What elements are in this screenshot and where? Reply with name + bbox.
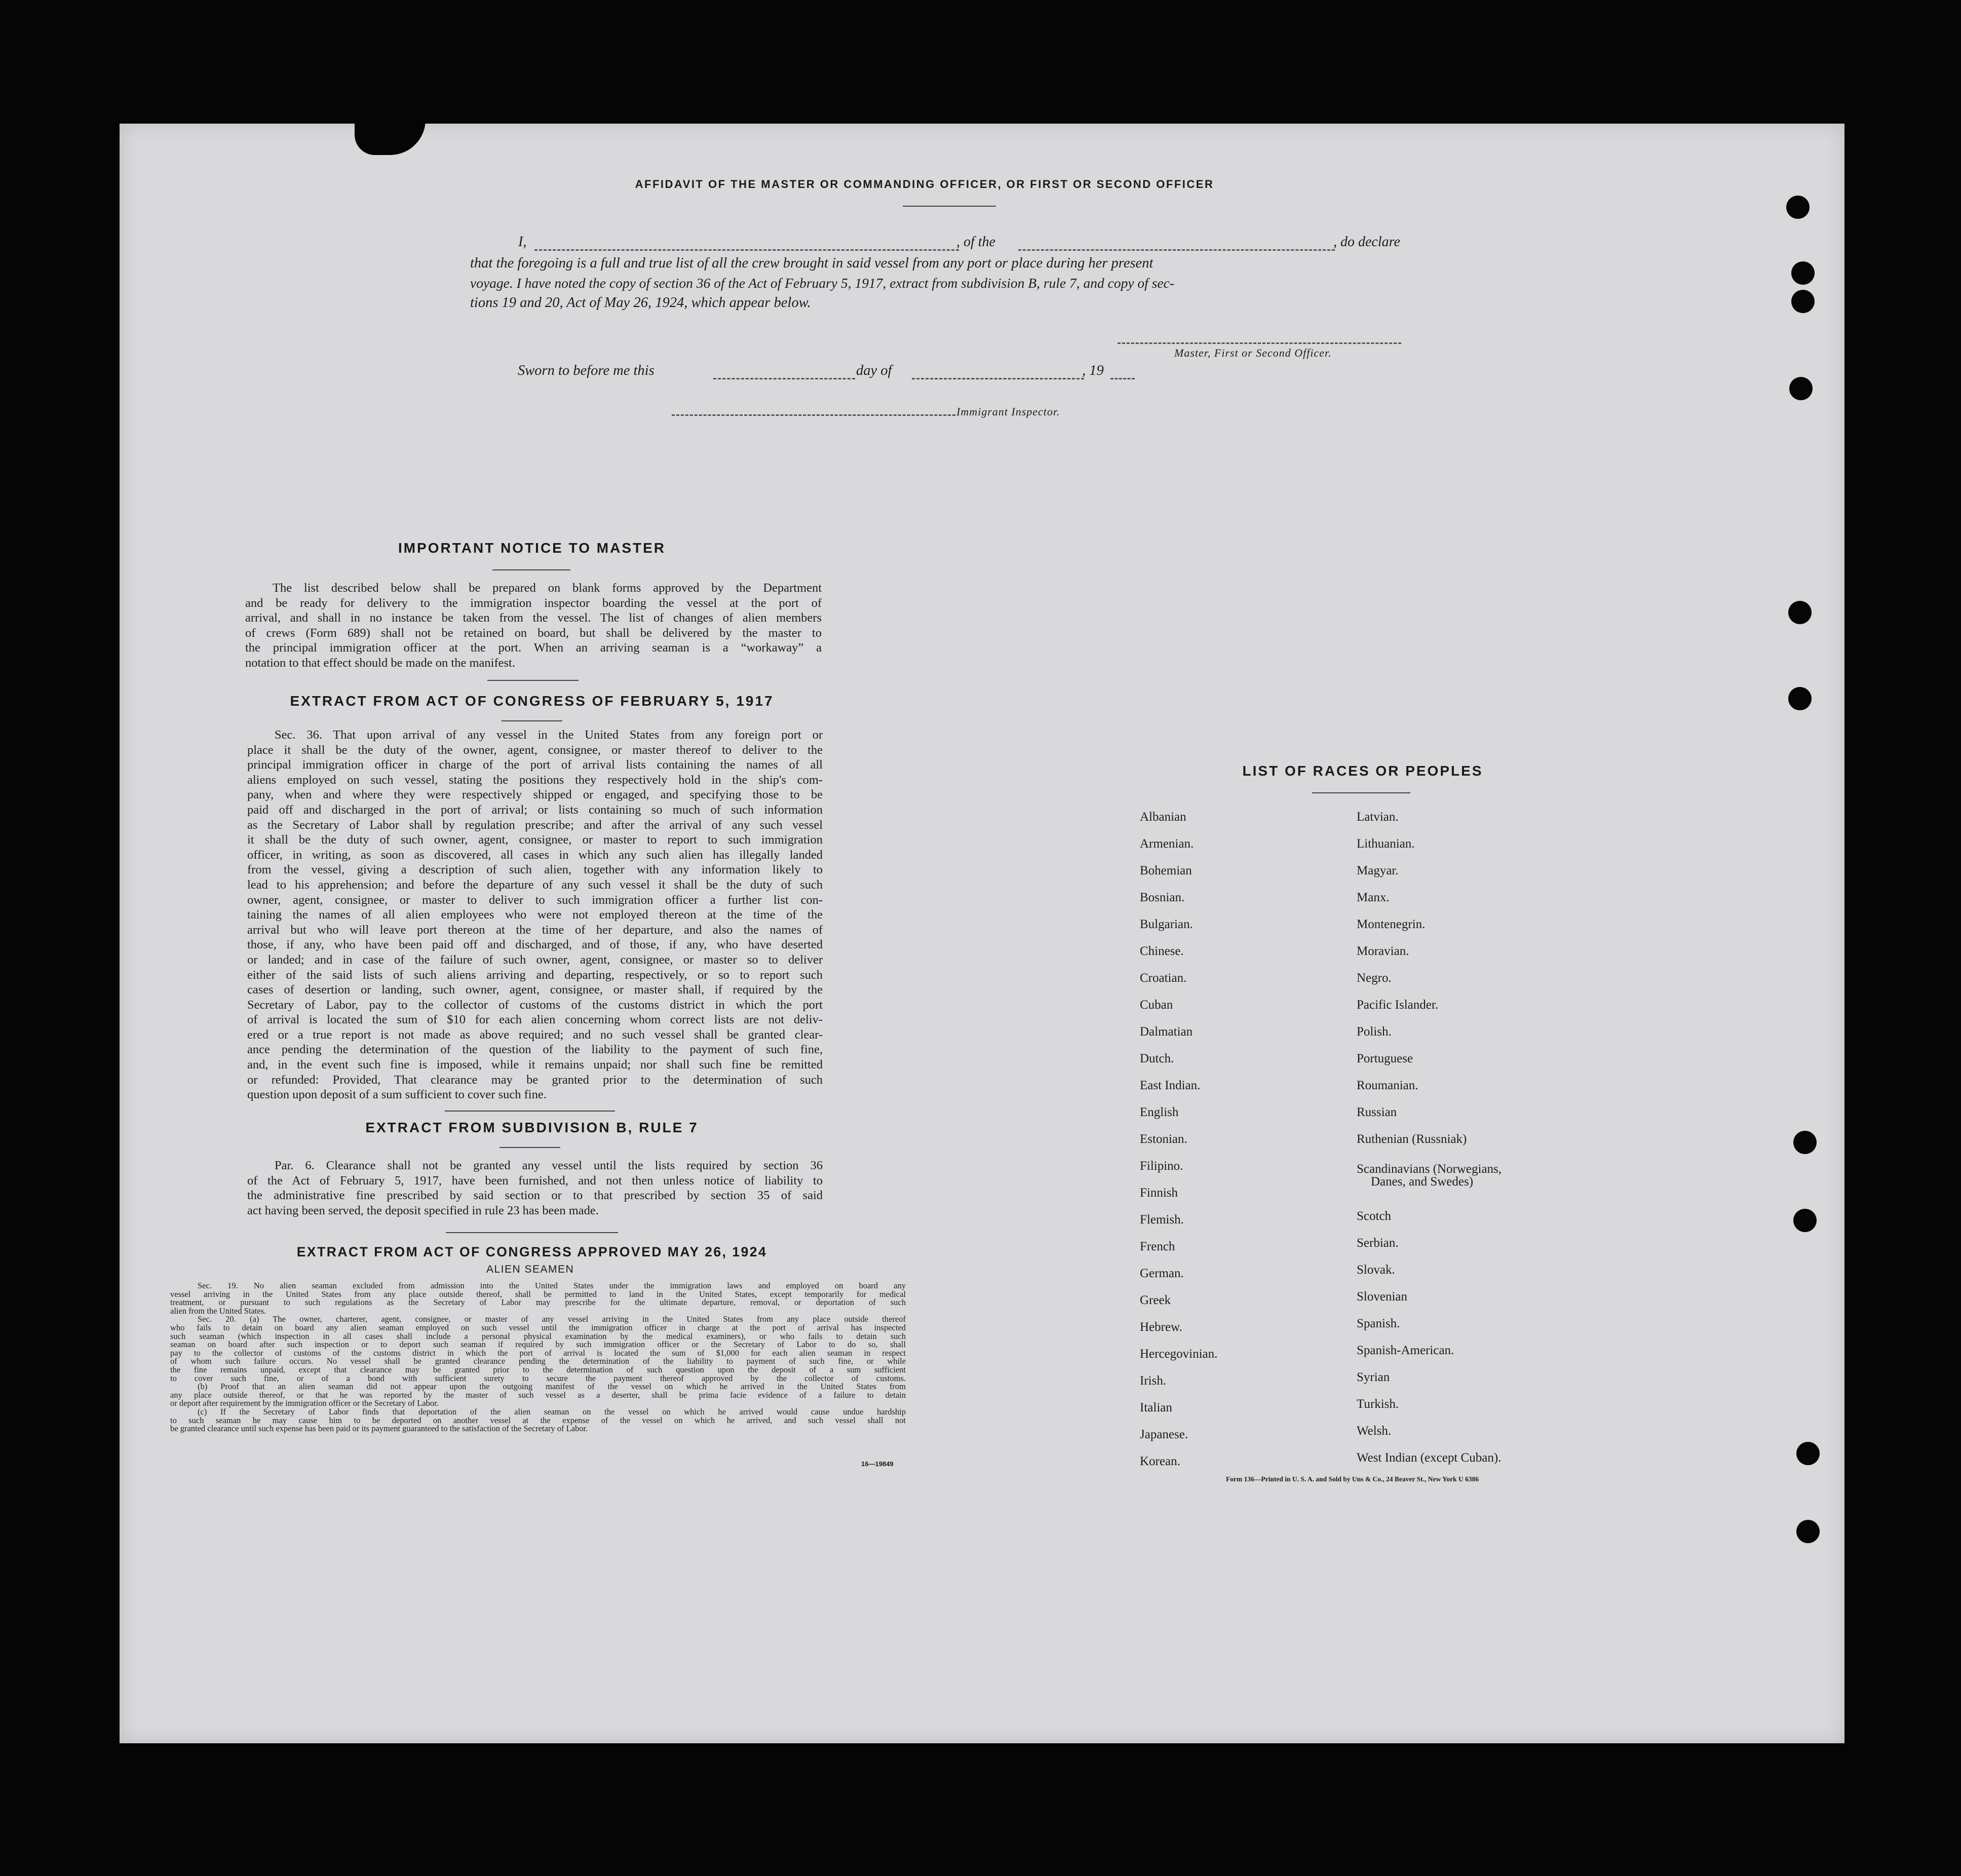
race-item: Welsh.: [1357, 1424, 1392, 1438]
text-line: (c) If the Secretary of Labor finds that deportation of the alien seaman on the vessel on which he arrived would cause undue hardship: [198, 1406, 906, 1416]
race-item: Russian: [1357, 1105, 1397, 1119]
race-item: Cuban: [1140, 998, 1173, 1012]
text-line: it shall be the duty of such owner, agent, consignee, or master to report to such immigration: [247, 833, 823, 847]
divider: [903, 206, 996, 207]
day-of-label: day of: [856, 363, 892, 378]
text-line: or deport after requirement by the immigration officer or the Secretary of Labor.: [170, 1398, 439, 1408]
form-footer: Form 136—Printed in U. S. A. and Sold by Uns & Co., 24 Beaver St., New York U 6386: [1226, 1475, 1479, 1483]
text-line: of whom such failure occurs. No vessel shall be granted clearance pending the determination of the liability to payment of such fine, or while: [170, 1356, 906, 1366]
text-line: question upon deposit of a sum sufficient to cover such fine.: [247, 1088, 547, 1102]
race-item: Portuguese: [1357, 1052, 1413, 1065]
race-item: Hebrew.: [1140, 1320, 1182, 1334]
master-signature-line[interactable]: [1118, 342, 1401, 344]
race-item: Polish.: [1357, 1025, 1392, 1039]
divider: [445, 1111, 615, 1112]
divider: [502, 720, 562, 721]
text-line: the administrative fine prescribed by said section or to that prescribed by section 35 of said: [247, 1189, 823, 1203]
race-item: Roumanian.: [1357, 1079, 1418, 1092]
race-item: Spanish.: [1357, 1317, 1400, 1330]
text-line: arrival but who will leave port thereon at the time of her departure, and also the names of: [247, 923, 823, 937]
year-label: , 19: [1082, 363, 1104, 378]
text-line: Sec. 19. No alien seaman excluded from admission into the United States under the immigration laws and employed on board any: [198, 1281, 906, 1290]
race-item: Syrian: [1357, 1370, 1390, 1384]
text-line: Secretary of Labor, pay to the collector of customs of the customs district in which the port: [247, 998, 823, 1012]
text-line: taining the names of all alien employees who were not employed thereon at the time of the: [247, 908, 823, 922]
print-code: 16—19849: [861, 1460, 894, 1468]
year-blank[interactable]: [1110, 378, 1135, 379]
divider: [487, 680, 579, 681]
punch-hole: [1793, 1209, 1817, 1232]
text-line: or refunded: Provided, That clearance may be granted prior to the determination of such: [247, 1073, 823, 1087]
text-line: owner, agent, consignee, or master to deliver to such immigration officer a further list con-: [247, 893, 823, 907]
text-line: aliens employed on such vessel, stating the positions they respectively hold in the ship's com-: [247, 773, 823, 787]
text-line: who fails to detain on board any alien seaman employed on such vessel until the immigration officer in charge at the port of arrival has inspected: [170, 1322, 906, 1332]
affidavit-i-label: I,: [518, 234, 527, 250]
text-line: to such seaman he may cause him to be deported on another vessel at the expense of the vessel on which he arrived, and such vessel shall not: [170, 1415, 906, 1425]
race-item: Dutch.: [1140, 1052, 1174, 1065]
affidavit-title: AFFIDAVIT OF THE MASTER OR COMMANDING OFFICER, OR FIRST OR SECOND OFFICER: [635, 178, 1214, 190]
affidavit-of-the: , of the: [956, 234, 995, 250]
race-item: Serbian.: [1357, 1236, 1399, 1250]
punch-hole: [1786, 196, 1810, 219]
punch-hole: [1789, 377, 1813, 400]
inspector-caption: Immigrant Inspector.: [956, 405, 1060, 418]
race-item: Greek: [1140, 1293, 1171, 1307]
race-item: Irish.: [1140, 1374, 1167, 1388]
rule7-body: [247, 1158, 823, 1218]
text-line: the principal immigration officer at the port. When an arriving seaman is a “workaway” a: [245, 641, 822, 655]
text-line: Sec. 36. That upon arrival of any vessel in the United States from any foreign port or: [275, 728, 823, 742]
text-line: of the Act of February 5, 1917, have been furnished, and not then unless notice of liability to: [247, 1173, 823, 1188]
text-line: principal immigration officer in charge of the port of arrival lists containing the names of all: [247, 758, 823, 772]
act-1924-body: [170, 1282, 906, 1433]
race-item: Dalmatian: [1140, 1025, 1193, 1039]
text-line: The list described below shall be prepared on blank forms approved by the Department: [273, 581, 822, 595]
punch-hole: [1791, 261, 1815, 285]
race-item: Turkish.: [1357, 1397, 1399, 1411]
vessel-blank[interactable]: [1018, 249, 1335, 251]
notice-body: [245, 581, 822, 671]
race-item: Flemish.: [1140, 1213, 1184, 1227]
divider: [499, 1147, 560, 1148]
text-line: arrival, and shall in no instance be taken from the vessel. The list of changes of alien members: [245, 611, 822, 625]
act-1917-body: [247, 728, 823, 1102]
text-line: from the vessel, giving a description of such alien, together with any information likely to: [247, 863, 823, 877]
race-item: Slovenian: [1357, 1290, 1407, 1304]
race-item: Scotch: [1357, 1209, 1392, 1223]
text-line: of crews (Form 689) shall not be retained on board, but shall be delivered by the master to: [245, 626, 822, 640]
name-blank[interactable]: [534, 249, 959, 251]
punch-hole: [1791, 290, 1815, 313]
text-line: vessel arriving in the United States from any place outside thereof, shall be permitted to land in the United States, except temporarily for medical: [170, 1289, 906, 1299]
race-item: Albanian: [1140, 810, 1186, 824]
text-line: Par. 6. Clearance shall not be granted any vessel until the lists required by section 36: [275, 1159, 823, 1172]
sworn-month-blank[interactable]: [912, 378, 1084, 379]
text-line: notation to that effect should be made on the manifest.: [245, 656, 515, 670]
race-item: Scandinavians (Norwegians,: [1357, 1162, 1502, 1176]
affidavit-body-line: that the foregoing is a full and true list of all the crew brought in said vessel from any port or place during her present: [470, 255, 1153, 271]
text-line: place it shall be the duty of the owner, agent, consignee, or master thereof to deliver to the: [247, 743, 823, 757]
text-line: the fine remains unpaid, except that clearance may be granted prior to the determination of such question upon the deposit of a sum sufficient: [170, 1364, 906, 1374]
text-line: pay to the collector of customs of the customs district in which the port of arrival is located the sum of $1,000 for each alien seaman in respect: [170, 1348, 906, 1358]
race-item: Ruthenian (Russniak): [1357, 1132, 1467, 1146]
race-item: Bulgarian.: [1140, 917, 1193, 931]
divider: [492, 569, 570, 570]
divider: [1312, 792, 1410, 793]
divider: [446, 1232, 618, 1233]
affidavit-body-line: tions 19 and 20, Act of May 26, 1924, which appear below.: [470, 295, 811, 311]
race-item: Manx.: [1357, 891, 1390, 904]
race-item: Bosnian.: [1140, 891, 1185, 904]
affidavit-do-declare: , do declare: [1333, 234, 1400, 250]
notice-title: IMPORTANT NOTICE TO MASTER: [398, 540, 666, 556]
race-item: West Indian (except Cuban).: [1357, 1451, 1502, 1465]
text-line: (b) Proof that an alien seaman did not appear upon the outgoing manifest of the vessel on which he arrived in the United States from: [198, 1382, 906, 1392]
race-item: French: [1140, 1240, 1175, 1253]
race-item: Negro.: [1357, 971, 1392, 985]
text-line: and be ready for delivery to the immigration inspector boarding the vessel at the port of: [245, 596, 822, 610]
text-line: and, in the event such fine is imposed, while it remains unpaid; nor shall such fine be remitted: [247, 1058, 823, 1072]
punch-hole: [1796, 1442, 1820, 1465]
text-line: treatment, or pursuant to such regulations as the Secretary of Labor may prescribe for the ultimate departure, removal, or deportation of such: [170, 1297, 906, 1308]
race-item: Chinese.: [1140, 944, 1184, 958]
race-item: Magyar.: [1357, 864, 1399, 877]
text-line: Sec. 20. (a) The owner, charterer, agent, consignee, or master of any vessel arriving in the United States from any place outside thereof: [198, 1314, 906, 1324]
text-line: be granted clearance until such expense has been paid or its payment guaranteed to the satisfaction of the Secretary of Labor.: [170, 1424, 588, 1434]
rule7-title: EXTRACT FROM SUBDIVISION B, RULE 7: [365, 1120, 699, 1135]
text-line: paid off and discharged in the port of arrival; or lists containing so much of such information: [247, 802, 823, 817]
race-item: English: [1140, 1105, 1179, 1119]
race-item: Bohemian: [1140, 864, 1192, 877]
text-line: or landed; and in case of the failure of such owner, agent, consignee, or master so to deliver: [247, 952, 823, 967]
race-item: German.: [1140, 1267, 1184, 1280]
text-line: of arrival is located the sum of $10 for each alien concerning whom correct lists are not deliv-: [247, 1013, 823, 1027]
race-item: Japanese.: [1140, 1428, 1188, 1441]
punch-hole: [1788, 601, 1812, 624]
punch-hole: [1793, 1131, 1817, 1154]
act-1924-subtitle: ALIEN SEAMEN: [486, 1264, 574, 1275]
text-line: alien from the United States.: [170, 1306, 266, 1316]
race-item: Filipino.: [1140, 1159, 1183, 1173]
race-item: Finnish: [1140, 1186, 1178, 1200]
sworn-label: Sworn to before me this: [518, 363, 655, 378]
act-1924-title: EXTRACT FROM ACT OF CONGRESS APPROVED MAY 26, 1924: [296, 1244, 767, 1259]
race-item: Korean.: [1140, 1454, 1180, 1468]
inspector-signature-line[interactable]: [672, 414, 955, 416]
race-item: Lithuanian.: [1357, 837, 1415, 851]
race-item: Hercegovinian.: [1140, 1347, 1218, 1361]
text-line: such seaman (which inspection in all cases shall include a personal physical examination by the medical examiners), or who fails to detain such: [170, 1331, 906, 1341]
affidavit-body-line: voyage. I have noted the copy of section 36 of the Act of February 5, 1917, extract from subdivision B, rule 7, and copy of sec-: [470, 275, 1174, 291]
punch-hole: [1788, 687, 1812, 710]
race-item: Latvian.: [1357, 810, 1399, 824]
act-1917-title: EXTRACT FROM ACT OF CONGRESS OF FEBRUARY 5, 1917: [290, 693, 774, 709]
race-item: Armenian.: [1140, 837, 1194, 851]
text-line: any place outside thereof, or that he was reported by the master of such vessel as a deserter, shall be prima facie evidence of a failure to detain: [170, 1390, 906, 1400]
text-line: lead to his apprehension; and before the departure of any such vessel it shall be the duty of such: [247, 877, 823, 892]
punch-hole: [1796, 1520, 1820, 1543]
race-item: Italian: [1140, 1401, 1172, 1414]
text-line: pany, when and where they were respectively shipped or engaged, and specifying those to be: [247, 788, 823, 802]
text-line: ered or a true report is not made as above required; and no such vessel shall be granted clear-: [247, 1027, 823, 1042]
text-line: to cover such fine, or of a bond with sufficient surety to secure the payment thereof approved by the collector of customs.: [170, 1373, 906, 1383]
race-item: Pacific Islander.: [1357, 998, 1439, 1012]
race-item: Montenegrin.: [1357, 917, 1426, 931]
text-line: ance pending the determination of the question of the liability to the payment of such fine,: [247, 1043, 823, 1057]
text-line: seaman on board after such inspection or to deport such seaman if required by such immigration officer or the Secretary of Labor to do so, shall: [170, 1339, 906, 1350]
text-line: as the Secretary of Labor shall by regulation prescribe; and after the arrival of any such vessel: [247, 818, 823, 832]
race-item: Moravian.: [1357, 944, 1409, 958]
master-signature-caption: Master, First or Second Officer.: [1174, 347, 1332, 359]
race-item: Croatian.: [1140, 971, 1187, 985]
race-item: East Indian.: [1140, 1079, 1201, 1092]
text-line: either of the said lists of such aliens arriving and departing, respectively, or so to report such: [247, 968, 823, 982]
race-item: Estonian.: [1140, 1132, 1187, 1146]
races-title: LIST OF RACES OR PEOPLES: [1242, 763, 1483, 779]
text-line: those, if any, who have been paid off and discharged, and of those, if any, who have deserted: [247, 938, 823, 952]
race-item: Slovak.: [1357, 1263, 1395, 1277]
sworn-day-blank[interactable]: [713, 378, 855, 379]
text-line: cases of desertion or landing, such owner, agent, consignee, or master shall, if required by the: [247, 983, 823, 997]
race-item: Danes, and Swedes): [1371, 1175, 1474, 1189]
race-item: Spanish-American.: [1357, 1344, 1454, 1357]
text-line: act having been served, the deposit specified in rule 23 has been made.: [247, 1203, 599, 1217]
text-line: officer, in writing, as soon as discovered, all cases in which any such alien has illegally landed: [247, 848, 823, 862]
